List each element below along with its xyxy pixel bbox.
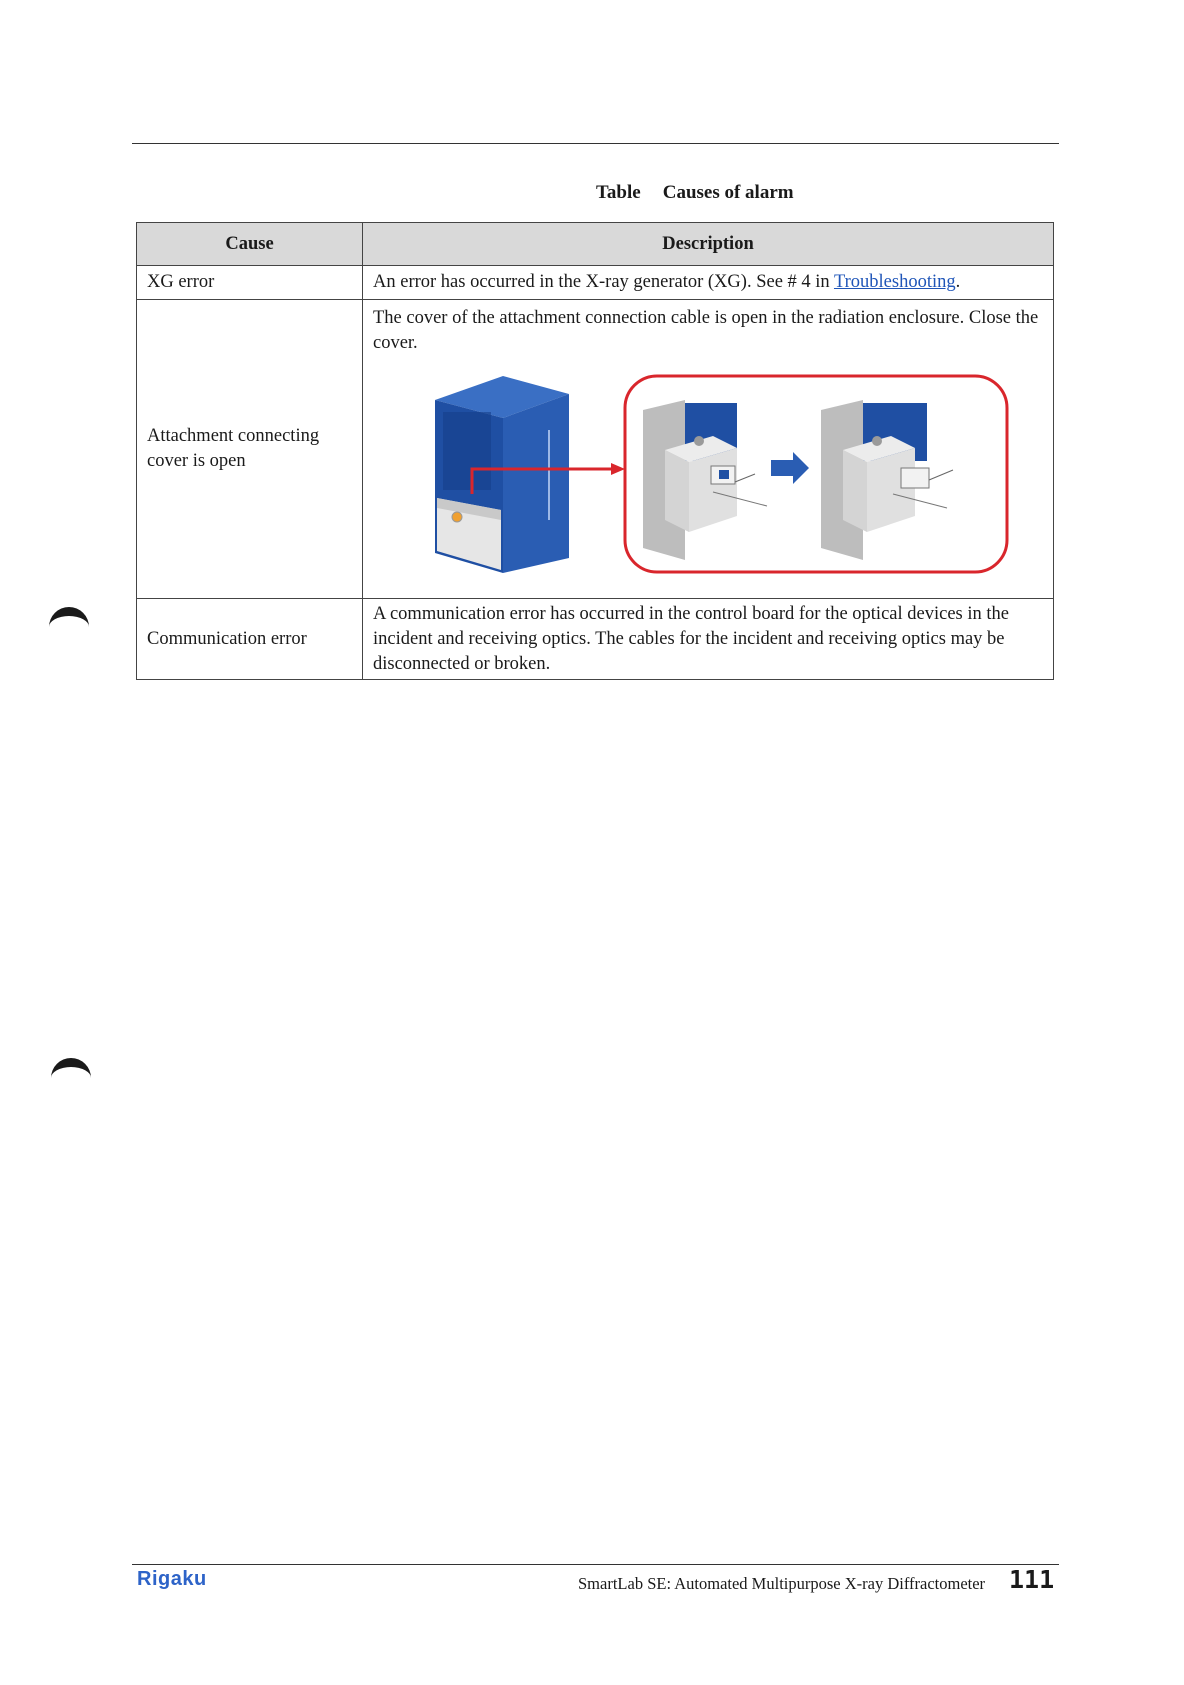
cause-cell: Attachment connecting cover is open [137, 300, 363, 599]
cause-cell: XG error [137, 266, 363, 300]
header-rule [132, 143, 1059, 144]
table-caption-label: Table [596, 182, 641, 203]
pointer-arrowhead [611, 463, 625, 475]
table-row [137, 599, 1054, 680]
punch-hole-mark [49, 607, 89, 638]
column-header-description: Description [363, 223, 1054, 266]
description-text-end: . [955, 272, 961, 292]
description-text: The cover of the attachment connection cable is open in the radiation enclosure. Close the cover. [373, 308, 1039, 353]
description-text: An error has occurred in the X-ray generator (XG). See # 4 in [373, 272, 834, 292]
table-row [137, 266, 1054, 300]
footer-rule [132, 1564, 1059, 1565]
column-header-cause: Cause [137, 223, 363, 266]
table-row [137, 300, 1054, 599]
alarm-causes-table [136, 222, 1054, 680]
description-cell [363, 300, 1054, 599]
table-caption-title: Causes of alarm [662, 182, 794, 203]
cover-open-figure [373, 370, 1013, 585]
instrument-cabinet-image [435, 376, 569, 573]
description-cell [363, 266, 1054, 300]
cause-cell: Communication error [137, 599, 363, 680]
page-number: 111 [1009, 1565, 1055, 1594]
punch-hole-mark [51, 1058, 91, 1089]
cover-open-illustration [373, 370, 1013, 585]
description-cell: A communication error has occurred in the control board for the optical devices in the incident and receiving optics. The cables for the incident and receiving optics may be disconnected or broken. [363, 599, 1054, 680]
footer-manual-title: SmartLab SE: Automated Multipurpose X-ray Diffractometer [578, 1574, 986, 1593]
table-header-row [137, 223, 1054, 266]
rigaku-logo: Rigaku [137, 1568, 207, 1590]
table-caption [596, 182, 794, 204]
troubleshooting-link[interactable]: Troubleshooting [833, 272, 956, 292]
